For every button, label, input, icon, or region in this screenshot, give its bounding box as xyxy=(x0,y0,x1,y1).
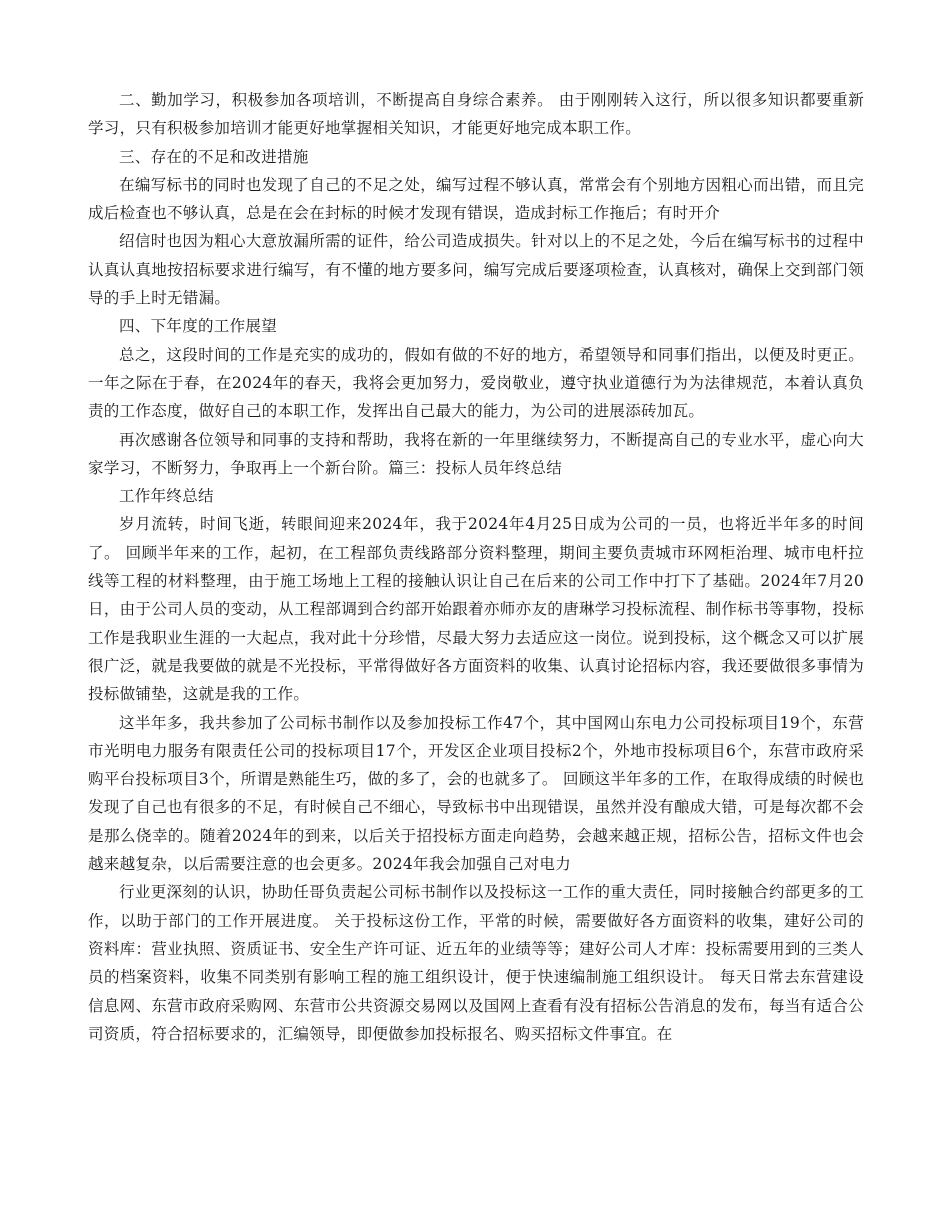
paragraph: 再次感谢各位领导和同事的支持和帮助，我将在新的一年里继续努力，不断提高自己的专业水平，虚心向大家学习，不断努力，争取再上一个新台阶。篇三：投标人员年终总结 xyxy=(88,430,864,477)
paragraph: 岁月流转，时间飞逝，转眼间迎来2024年，我于2024年4月25日成为公司的一员，也将近半年多的时间了。 回顾半年来的工作，起初，在工程部负责线路部分资料整理，期间主要负责城市环网柜治理、城市电杆拉线等工程的材料整理，由于施工场地上工程的接触认识让自己在后来的公司工作中打下了基础。2024年7月20日，由于公司人员的变动，从工程部调到合约部开始跟着亦师亦友的唐琳学习投标流程、制作标书等事物，投标工作是我职业生涯的一大起点，我对此十分珍惜，尽最大努力去适应这一岗位。说到投标，这个概念又可以扩展很广泛，就是我要做的就是不光投标，平常得做好各方面资料的收集、认真讨论招标内容，我还要做很多事情为投标做铺垫，这就是我的工作。 xyxy=(88,515,864,704)
paragraph: 总之，这段时间的工作是充实的成功的，假如有做的不好的地方，希望领导和同事们指出，以便及时更正。一年之际在于春，在2024年的春天，我将会更加努力，爱岗敬业，遵守执业道德行为为法律规范，本着认真负责的工作态度，做好自己的本职工作，发挥出自己最大的能力，为公司的进展添砖加瓦。 xyxy=(88,345,864,421)
paragraph: 绍信时也因为粗心大意放漏所需的证件，给公司造成损失。针对以上的不足之处，今后在编写标书的过程中认真认真地按招标要求进行编写，有不懂的地方要多问，编写完成后要逐项检查，认真核对，确保上交到部门领导的手上时无错漏。 xyxy=(88,232,864,308)
paragraph: 在编写标书的同时也发现了自己的不足之处，编写过程不够认真，常常会有个别地方因粗心而出错，而且完成后检查也不够认真，总是在会在封标的时候才发现有错误，造成封标工作拖后；有时开介 xyxy=(88,175,864,223)
section-heading: 工作年终总结 xyxy=(119,487,214,506)
section-heading: 四、下年度的工作展望 xyxy=(119,317,278,336)
paragraph: 二、勤加学习，积极参加各项培训，不断提高自身综合素养。 由于刚刚转入这行，所以很多知识都要重新学习，只有积极参加培训才能更好地掌握相关知识，才能更好地完成本职工作。 xyxy=(88,91,864,138)
paragraph: 这半年多，我共参加了公司标书制作以及参加投标工作47个，其中国网山东电力公司投标项目19个，东营市光明电力服务有限责任公司的投标项目17个，开发区企业项目投标2个，外地市投标项目6个，东营市政府采购平台投标项目3个，所谓是熟能生巧，做的多了，会的也就多了。 回顾这半年多的工作，在取得成绩的时候也发现了自己也有很多的不足，有时候自己不细心，导致标书中出现错误，虽然并没有酿成大错，可是每次都不会是那么侥幸的。随着2024年的到来，以后关于招投标方面走向趋势，会越来越正规，招标公告，招标文件也会越来越复杂，以后需要注意的也会更多。2024年我会加强自己对电力 xyxy=(88,713,864,874)
section-heading: 三、存在的不足和改进措施 xyxy=(119,147,309,166)
document-body xyxy=(88,86,864,1048)
paragraph: 行业更深刻的认识，协助任哥负责起公司标书制作以及投标这一工作的重大责任，同时接触合约部更多的工作，以助于部门的工作开展进度。 关于投标这份工作，平常的时候，需要做好各方面资料的收集，建好公司的资料库：营业执照、资质证书、安全生产许可证、近五年的业绩等等；建好公司人才库：投标需要用到的三类人员的档案资料，收集不同类别有影响工程的施工组织设计，便于快速编制施工组织设计。 每天日常去东营建设信息网、东营市政府采购网、东营市公共资源交易网以及国网上查看有没有招标公告消息的发布，每当有适合公司资质，符合招标要求的，汇编领导，即便做参加投标报名、购买招标文件事宜。在 xyxy=(88,883,864,1043)
